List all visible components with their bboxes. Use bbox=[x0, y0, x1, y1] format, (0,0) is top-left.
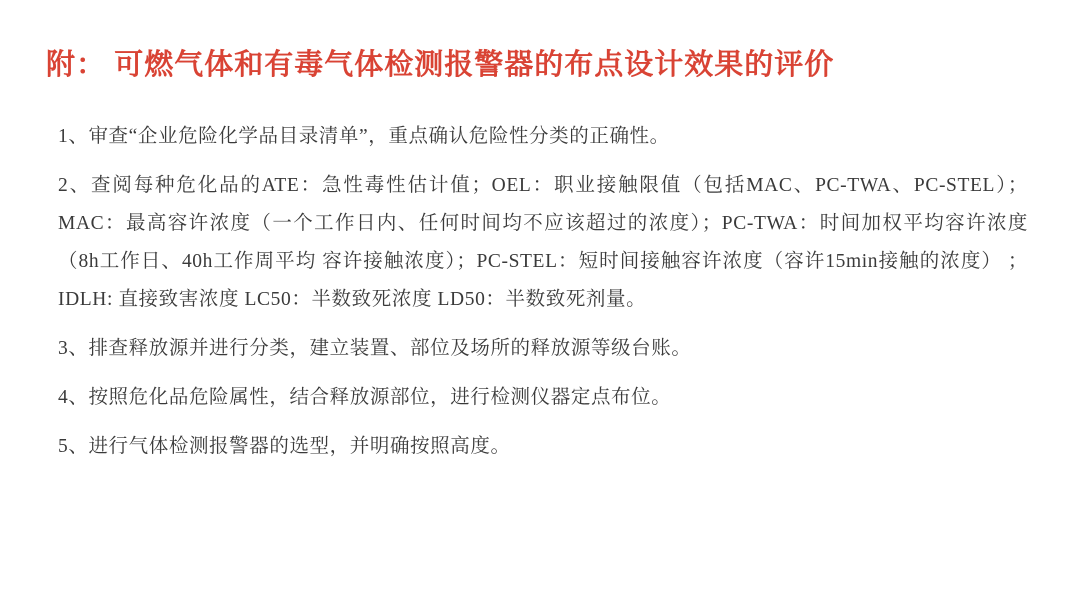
paragraph-3: 3、排查释放源并进行分类，建立装置、部位及场所的释放源等级台账。 bbox=[58, 338, 692, 359]
page-title: 附： 可燃气体和有毒气体检测报警器的布点设计效果的评价 bbox=[46, 49, 835, 81]
paragraph-2: 2、查阅每种危化品的ATE：急性毒性估计值；OEL：职业接触限值（包括MAC、PC-TWA、PC-STEL）； MAC：最高容许浓度（一个工作日内、任何时间均不应该超过的浓度）；PC-TWA：时间加权平均容许浓度（8h工作日、40h工作周平均 容许接触浓度）；PC-STEL：短时间接触容许浓度（容许15min接触的浓度） ；IDLH: 直接致害浓度 LC50：半数致死浓度 LD50：半数致死剂量。 bbox=[58, 175, 1028, 310]
paragraph-5: 5、进行气体检测报警器的选型，并明确按照高度。 bbox=[58, 436, 511, 457]
body-content bbox=[58, 118, 1028, 477]
paragraph-1: 1、审查“企业危险化学品目录清单”，重点确认危险性分类的正确性。 bbox=[58, 126, 670, 147]
paragraph-4: 4、按照危化品危险属性，结合释放源部位，进行检测仪器定点布位。 bbox=[58, 387, 672, 408]
